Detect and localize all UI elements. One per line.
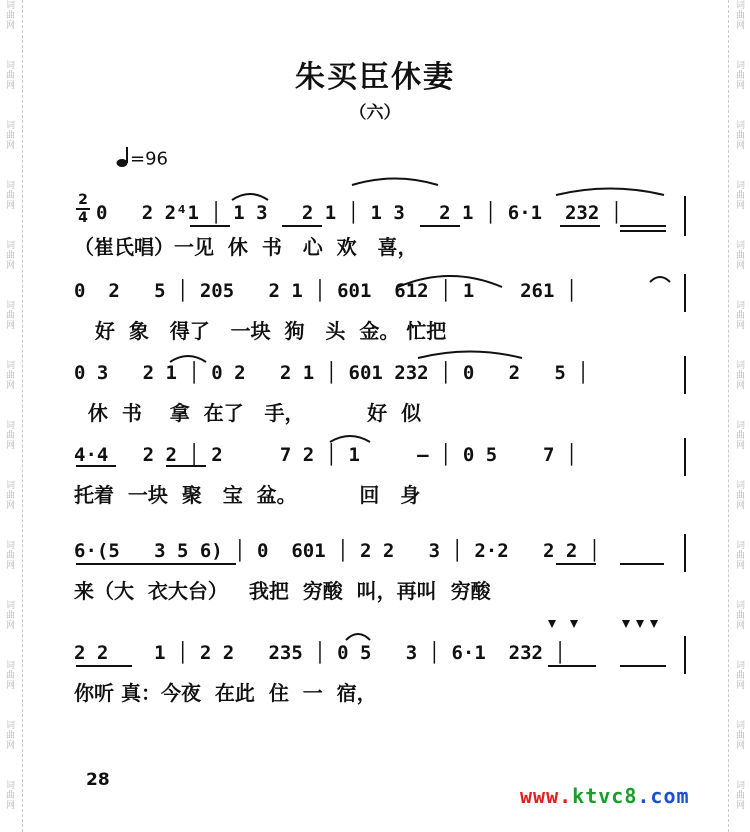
tempo-value: =96 <box>130 148 168 170</box>
quarter-note-icon <box>116 146 130 173</box>
site-suffix: .com <box>637 784 690 808</box>
lyrics-line: 托着 一块 聚 宝 盆。 回 身 <box>74 483 421 507</box>
notation-line: 0 2 2⁴1 │ 1 3 2 1 │ 1 3 2 1 │ 6·1 232 │ <box>96 202 623 224</box>
score-system-4 <box>0 438 750 518</box>
slur-mark <box>556 189 664 196</box>
score-system-1 <box>0 196 750 276</box>
lyrics-line: 好 象 得了 一块 狗 头 金。 忙把 <box>74 319 447 343</box>
watermark-text: 词曲网 <box>734 0 744 30</box>
score-system-2 <box>0 274 750 354</box>
lyrics-line: （崔氏唱）一见 休 书 心 欢 喜， <box>74 235 418 259</box>
watermark-text: 词曲网 <box>734 240 744 270</box>
lyrics-line: 来（大 衣大台） 我把 穷酸 叫，再叫 穷酸 <box>74 579 491 603</box>
watermark-text: 词曲网 <box>4 780 14 810</box>
watermark-text: 词曲网 <box>734 720 744 750</box>
watermark-text: 词曲网 <box>734 540 744 570</box>
watermark-text: 词曲网 <box>734 60 744 90</box>
watermark-text: 词曲网 <box>4 660 14 690</box>
score-system-3 <box>0 356 750 436</box>
section-number: （六） <box>349 103 401 123</box>
notation-line: 4·4 2 2 │ 2 7 2 │ 1 — │ 0 5 7 │ <box>74 444 578 466</box>
score-system-6 <box>0 636 750 716</box>
notation-line: 2 2 1 │ 2 2 235 │ 0 5 3 │ 6·1 232 │ <box>74 642 566 664</box>
watermark-text: 词曲网 <box>734 780 744 810</box>
site-domain: ktvc8 <box>572 784 638 808</box>
watermark-text: 词曲网 <box>734 180 744 210</box>
watermark-text: 词曲网 <box>4 180 14 210</box>
watermark-text: 词曲网 <box>4 540 14 570</box>
score-system-5 <box>0 534 750 614</box>
watermark-text: 词曲网 <box>734 480 744 510</box>
slur-mark <box>352 179 438 186</box>
page-number: 28 <box>86 770 110 790</box>
site-prefix: www. <box>520 784 573 808</box>
watermark-text: 词曲网 <box>4 600 14 630</box>
time-signature-bottom: 4 <box>78 210 88 226</box>
time-signature-top: 2 <box>78 192 88 208</box>
watermark-text: 词曲网 <box>4 240 14 270</box>
watermark-text: 词曲网 <box>734 660 744 690</box>
song-title: 朱买臣休妻 <box>295 60 455 95</box>
tempo-marking <box>116 146 168 173</box>
watermark-text: 词曲网 <box>4 360 14 390</box>
watermark-text: 词曲网 <box>4 480 14 510</box>
watermark-text: 词曲网 <box>734 360 744 390</box>
lyrics-line: 你听 真：今夜 在此 住 一 宿， <box>74 681 377 705</box>
watermark-text: 词曲网 <box>4 60 14 90</box>
lyrics-line: 休 书 拿 在了 手， 好 似 <box>74 401 422 425</box>
watermark-text: 词曲网 <box>4 120 14 150</box>
watermark-text: 词曲网 <box>734 600 744 630</box>
watermark-text: 词曲网 <box>4 720 14 750</box>
notation-line: 0 2 5 │ 205 2 1 │ 601 612 │ 1 261 │ <box>74 280 578 302</box>
notation-line: 6·(5 3 5 6) │ 0 601 │ 2 2 3 │ 2·2 2 2 │ <box>74 540 601 562</box>
watermark-text: 词曲网 <box>734 300 744 330</box>
watermark-text: 词曲网 <box>734 420 744 450</box>
notation-line: 0 3 2 1 │ 0 2 2 1 │ 601 232 │ 0 2 5 │ <box>74 362 589 384</box>
watermark-text: 词曲网 <box>734 120 744 150</box>
watermark-text: 词曲网 <box>4 420 14 450</box>
site-watermark <box>520 784 690 808</box>
watermark-text: 词曲网 <box>4 300 14 330</box>
watermark-text: 词曲网 <box>4 0 14 30</box>
